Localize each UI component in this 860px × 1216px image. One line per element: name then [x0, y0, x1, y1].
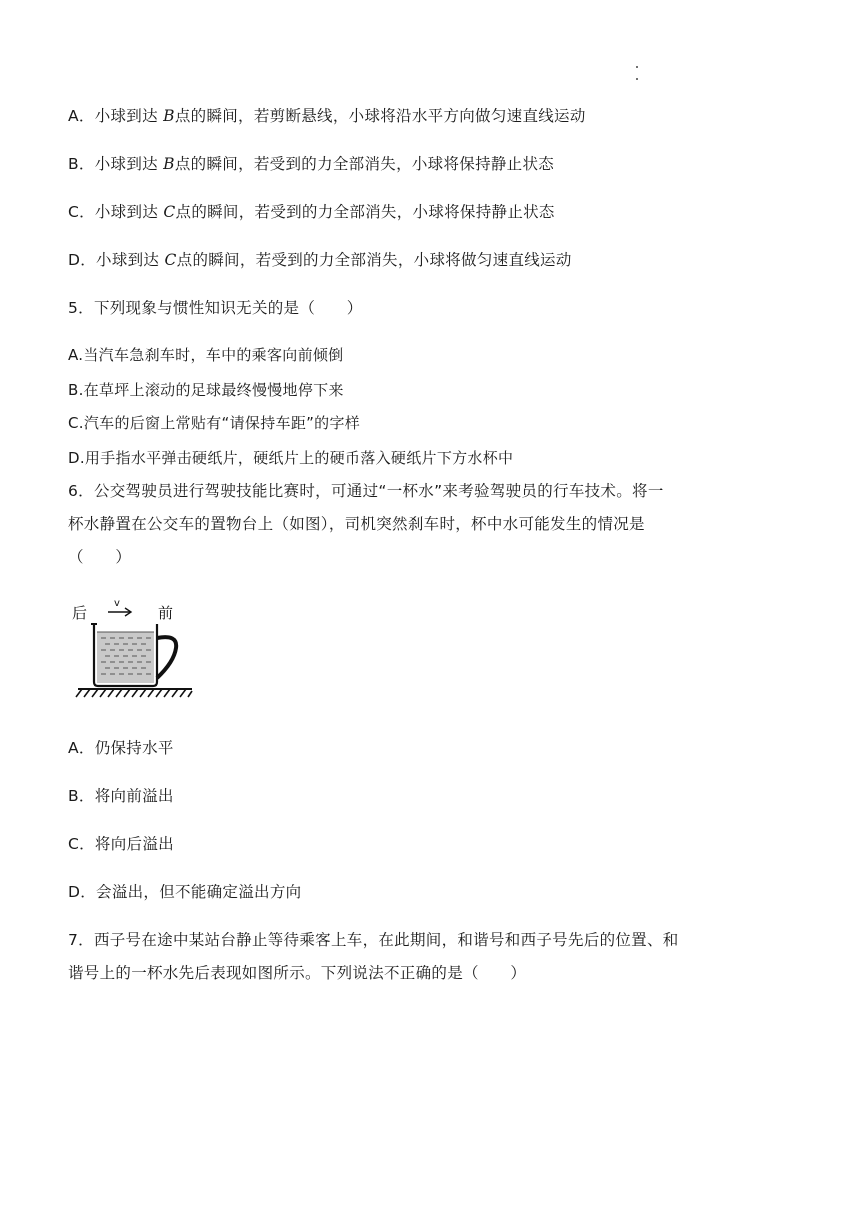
point-label: B: [163, 107, 175, 125]
cup-figure: [70, 596, 200, 706]
q5-option-c: C.汽车的后窗上常贴有“请保持车距”的字样: [68, 414, 361, 432]
label-velocity: v: [114, 598, 120, 609]
cup: [91, 624, 176, 686]
q6-option-d: D．会溢出，但不能确定溢出方向: [68, 883, 302, 901]
option-text: 点的瞬间，若受到的力全部消失，小球将保持静止状态: [175, 203, 555, 221]
label-back: 后: [72, 604, 88, 622]
q5-option-d: D.用手指水平弹击硬纸片，硬纸片上的硬币落入硬纸片下方水杯中: [68, 449, 514, 467]
q6-option-c: C．将向后溢出: [68, 835, 174, 853]
cup-diagram: [70, 596, 200, 706]
q4-option-b: [68, 154, 554, 174]
q7-stem-line-1: 7．西子号在途中某站台静止等待乘客上车，在此期间，和谐号和西子号先后的位置、和: [68, 931, 679, 949]
q6-stem-line-3: （ ）: [68, 548, 132, 566]
page-marker: [636, 64, 638, 84]
q6-option-a: A．仍保持水平: [68, 739, 174, 757]
shelf-surface: [76, 689, 192, 697]
label-front: 前: [158, 604, 174, 622]
velocity-arrow: [108, 608, 131, 616]
option-prefix: A．小球到达: [68, 107, 164, 125]
q7-stem-line-2: 谐号上的一杯水先后表现如图所示。下列说法不正确的是（ ）: [68, 964, 527, 982]
q5-stem: 5．下列现象与惯性知识无关的是（ ）: [68, 299, 363, 317]
option-text: 点的瞬间，若受到的力全部消失，小球将保持静止状态: [174, 155, 555, 173]
q4-option-c: [68, 202, 555, 222]
option-prefix: B．小球到达: [68, 155, 164, 173]
point-label: C: [164, 251, 177, 269]
option-prefix: D．小球到达: [68, 251, 165, 269]
point-label: C: [163, 203, 176, 221]
q6-stem-line-1: 6．公交驾驶员进行驾驶技能比赛时，可通过“一杯水”来考验驾驶员的行车技术。将一: [68, 482, 664, 500]
option-text: 点的瞬间，若剪断悬线，小球将沿水平方向做匀速直线运动: [174, 107, 586, 125]
q6-option-b: B．将向前溢出: [68, 787, 174, 805]
option-prefix: C．小球到达: [68, 203, 164, 221]
q5-option-a: A.当汽车急刹车时，车中的乘客向前倾倒: [68, 346, 344, 364]
q5-option-b: B.在草坪上滚动的足球最终慢慢地停下来: [68, 381, 344, 399]
q4-option-d: [68, 250, 572, 270]
option-text: 点的瞬间，若受到的力全部消失，小球将做匀速直线运动: [176, 251, 572, 269]
q6-stem-line-2: 杯水静置在公交车的置物台上（如图），司机突然刹车时，杯中水可能发生的情况是: [68, 515, 645, 533]
point-label: B: [163, 155, 175, 173]
q4-option-a: [68, 106, 586, 126]
